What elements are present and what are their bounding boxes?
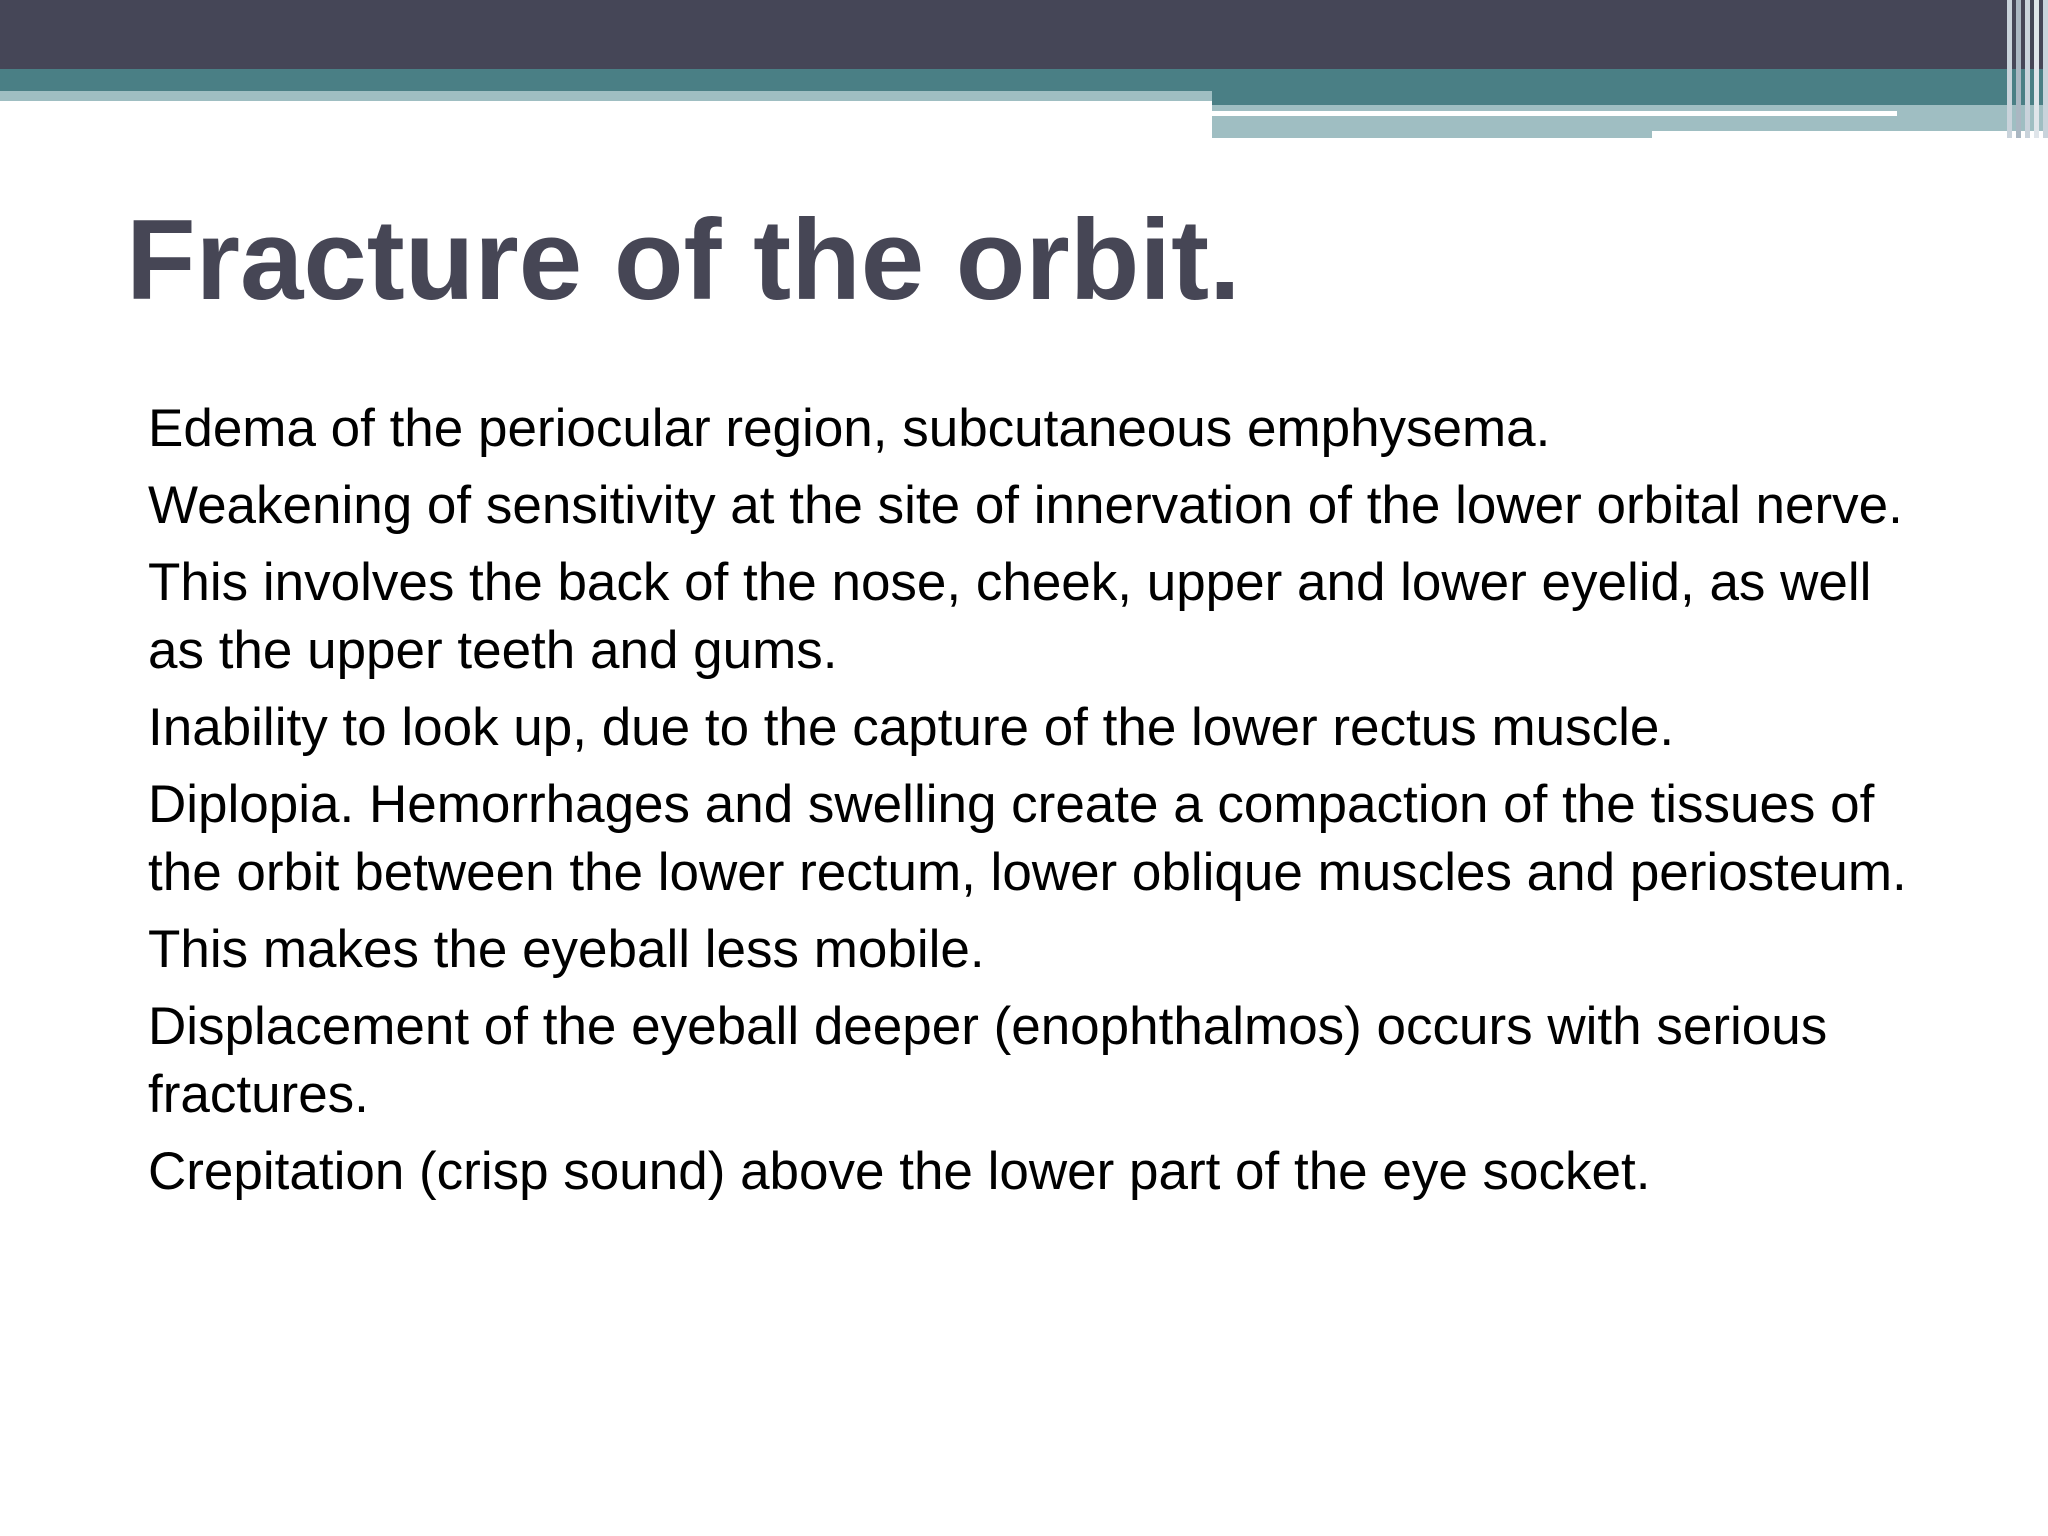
slide-body: [148, 395, 1908, 1215]
header-band-light-left: [0, 91, 1212, 101]
body-paragraph: Crepitation (crisp sound) above the lower part of the eye socket.: [148, 1142, 1651, 1201]
header-band-teal: [0, 69, 2048, 91]
header-stripe: [2043, 0, 2048, 138]
body-paragraph: Displacement of the eyeball deeper (enophthalmos) occurs with serious fractures.: [148, 997, 1828, 1124]
body-paragraph: Weakening of sensitivity at the site of innervation of the lower orbital nerve.: [148, 476, 1903, 535]
header-stripe: [2025, 0, 2030, 138]
body-paragraph: Diplopia. Hemorrhages and swelling create a compaction of the tissues of the orbit between the lower rectum, lower oblique muscles and periosteum.: [148, 775, 1907, 902]
header-stripes: [1986, 0, 2048, 138]
slide-title: Fracture of the orbit.: [126, 197, 1241, 324]
header-stripe: [2016, 0, 2021, 138]
header-stripe: [2007, 0, 2012, 138]
header-band-dark: [0, 0, 2048, 69]
header-band-teal-right: [1212, 91, 2048, 105]
body-paragraph: This involves the back of the nose, cheek, upper and lower eyelid, as well as the upper teeth and gums.: [148, 553, 1872, 680]
header-band-white-line: [1212, 111, 1897, 116]
body-paragraph: This makes the eyeball less mobile.: [148, 920, 985, 979]
header-stripe: [2034, 0, 2039, 138]
body-paragraph: Edema of the periocular region, subcutaneous emphysema.: [148, 399, 1551, 458]
body-paragraph: Inability to look up, due to the capture of the lower rectus muscle.: [148, 698, 1675, 757]
